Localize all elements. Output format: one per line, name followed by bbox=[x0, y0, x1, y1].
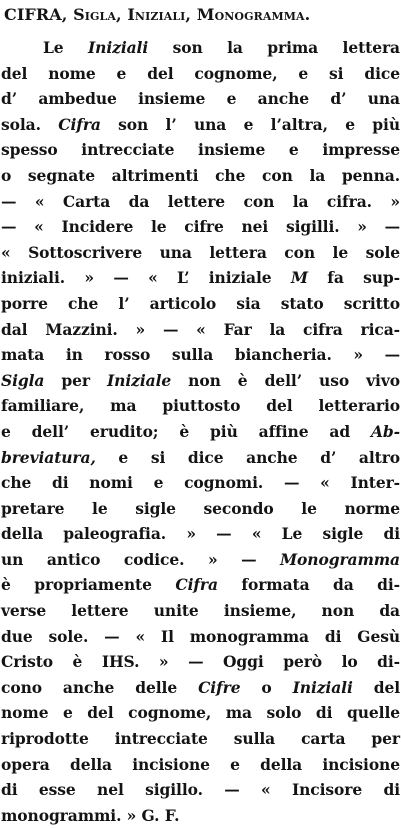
italic-term: Monogramma bbox=[280, 549, 400, 569]
text-run: del nome e del cognome, e si dice bbox=[1, 63, 400, 83]
text-run: formata da di- bbox=[217, 575, 400, 595]
text-run: spesso intrecciate insieme e impresse bbox=[1, 140, 400, 160]
entry-line bbox=[1, 470, 400, 496]
entry-line bbox=[1, 317, 400, 343]
text-run: son la prima lettera bbox=[148, 38, 400, 57]
entry-line bbox=[1, 547, 400, 573]
text-run: è propriamente bbox=[1, 575, 176, 595]
text-run: della paleografia. » — « Le sigle di bbox=[1, 524, 400, 544]
entry-line bbox=[1, 368, 400, 394]
entry-line bbox=[1, 649, 400, 675]
text-run: porre che l’ articolo sia stato scritto bbox=[1, 293, 400, 313]
italic-term: Cifra bbox=[58, 114, 101, 134]
entry-line bbox=[1, 112, 400, 138]
text-run: Cristo è IHS. » — Oggi però lo di- bbox=[1, 652, 400, 672]
text-run: o bbox=[240, 677, 293, 697]
text-run: e dell’ erudito; è più affine ad bbox=[1, 421, 371, 441]
text-run: monogrammi. » G. F. bbox=[1, 805, 180, 825]
entry-line bbox=[1, 86, 400, 112]
entry-line bbox=[1, 291, 400, 317]
entry-headline bbox=[4, 4, 397, 26]
entry-line bbox=[1, 752, 400, 778]
entry-line bbox=[1, 445, 400, 471]
entry-line bbox=[1, 572, 400, 598]
entry-line bbox=[1, 265, 400, 291]
text-run: riprodotte intrecciate sulla carta per bbox=[1, 729, 400, 749]
text-run: e si dice anche d’ altro bbox=[95, 447, 400, 467]
text-run: iniziali. » — « L’ iniziale bbox=[1, 268, 291, 288]
text-run: mata in rosso sulla biancheria. » — bbox=[1, 345, 400, 365]
text-run: son l’ una e l’altra, e più bbox=[100, 114, 400, 134]
entry-line bbox=[1, 393, 400, 419]
italic-term: Iniziali bbox=[292, 677, 353, 697]
text-run: non è dell’ uso vivo bbox=[171, 370, 400, 390]
entry-line bbox=[1, 777, 400, 803]
entry-line bbox=[1, 137, 400, 163]
text-run: fa sup- bbox=[307, 268, 400, 288]
text-run: pretare le sigle secondo le norme bbox=[1, 498, 400, 518]
entry-line bbox=[1, 214, 400, 240]
italic-term: Iniziale bbox=[107, 370, 172, 390]
text-run: del bbox=[352, 677, 400, 697]
text-run: Le bbox=[43, 38, 89, 57]
italic-term: Ab- bbox=[371, 421, 400, 441]
entry-line bbox=[1, 521, 400, 547]
entry-line bbox=[1, 342, 400, 368]
italic-term: Sigla bbox=[1, 370, 45, 390]
text-run: cono anche delle bbox=[1, 677, 199, 697]
entry-line bbox=[1, 35, 400, 61]
entry-line bbox=[1, 624, 400, 650]
text-run: per bbox=[44, 370, 108, 390]
text-run: di esse nel sigillo. — « Incisore di bbox=[1, 780, 400, 800]
text-run: un antico codice. » — bbox=[1, 549, 280, 569]
text-run: verse lettere unite insieme, non da bbox=[1, 601, 400, 621]
entry-line bbox=[1, 726, 400, 752]
entry-line bbox=[1, 598, 400, 624]
entry-line bbox=[1, 163, 400, 189]
italic-term: Iniziali bbox=[88, 38, 149, 57]
italic-term: breviatura, bbox=[1, 447, 96, 467]
text-run: dal Mazzini. » — « Far la cifra rica- bbox=[1, 319, 400, 339]
entry-line bbox=[1, 803, 400, 828]
entry-line bbox=[1, 700, 400, 726]
text-run: familiare, ma piuttosto del letterario bbox=[1, 396, 400, 416]
entry-line bbox=[1, 496, 400, 522]
text-run: due sole. — « Il monogramma di Gesù bbox=[1, 626, 400, 646]
entry-body bbox=[1, 35, 400, 828]
text-run: sola. bbox=[1, 114, 59, 134]
italic-term: M bbox=[290, 268, 308, 288]
text-run: nome e del cognome, ma solo di quelle bbox=[1, 703, 400, 723]
entry-headword: CIFRA, bbox=[4, 5, 68, 24]
entry-line bbox=[1, 419, 400, 445]
entry-line bbox=[1, 189, 400, 215]
entry-synonyms: Sigla, Iniziali, Monogramma. bbox=[73, 5, 311, 24]
italic-term: Cifra bbox=[175, 575, 218, 595]
entry-line bbox=[1, 61, 400, 87]
italic-term: Cifre bbox=[198, 677, 241, 697]
entry-line bbox=[1, 240, 400, 266]
entry-line bbox=[1, 675, 400, 701]
text-run: opera della incisione e della incisione bbox=[1, 754, 400, 774]
text-run: o segnate altrimenti che con la penna. bbox=[1, 165, 400, 185]
text-run: che di nomi e cognomi. — « Inter- bbox=[1, 473, 400, 493]
text-run: — « Incidere le cifre nei sigilli. » — bbox=[1, 217, 400, 237]
text-run: d’ ambedue insieme e anche d’ una bbox=[1, 89, 400, 109]
text-run: « Sottoscrivere una lettera con le sole bbox=[1, 242, 400, 262]
text-run: — « Carta da lettere con la cifra. » bbox=[1, 191, 400, 211]
